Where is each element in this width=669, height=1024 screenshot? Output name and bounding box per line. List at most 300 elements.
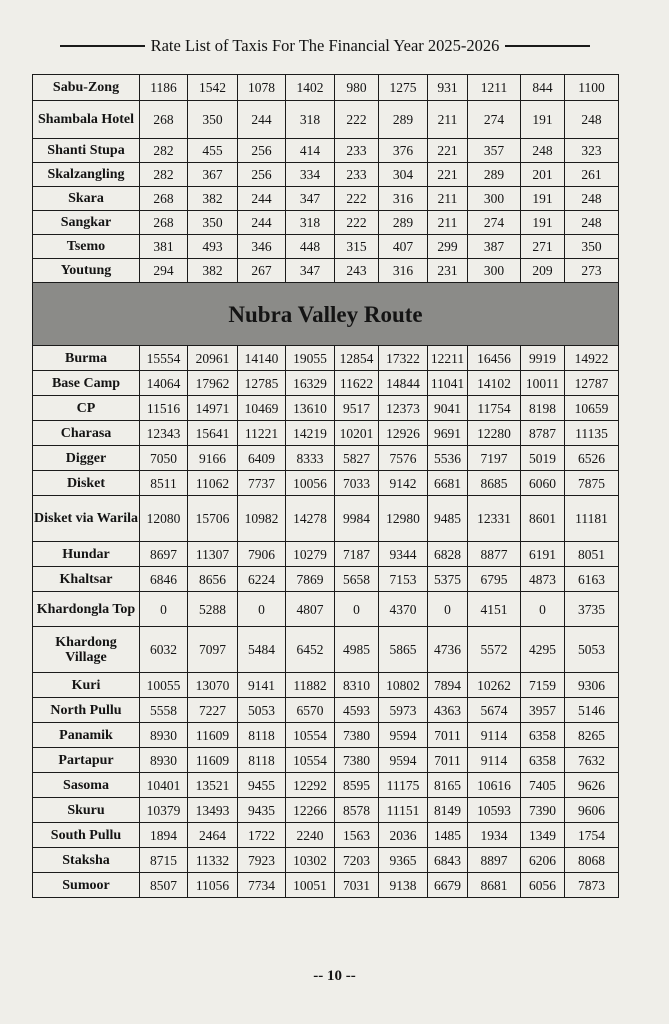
- rate-cell: 300: [468, 187, 521, 211]
- rate-cell: 9306: [565, 673, 619, 698]
- rate-cell: 9919: [521, 346, 565, 371]
- rate-cell: 6843: [428, 848, 468, 873]
- place-name-cell: Skuru: [33, 798, 140, 823]
- table-row: [33, 627, 619, 673]
- rate-cell: 19055: [286, 346, 335, 371]
- rate-cell: 14102: [468, 371, 521, 396]
- rate-cell: 334: [286, 163, 335, 187]
- rate-cell: 455: [188, 139, 238, 163]
- rate-cell: 7405: [521, 773, 565, 798]
- place-name-cell: Base Camp: [33, 371, 140, 396]
- rate-cell: 8265: [565, 723, 619, 748]
- rate-cell: 407: [379, 235, 428, 259]
- rate-cell: 14064: [140, 371, 188, 396]
- nubra-rows: [33, 346, 619, 898]
- rate-cell: 6358: [521, 748, 565, 773]
- rate-cell: 2240: [286, 823, 335, 848]
- rate-cell: 267: [238, 259, 286, 283]
- table-row: [33, 101, 619, 139]
- place-name-cell: Youtung: [33, 259, 140, 283]
- rate-cell: 11221: [238, 421, 286, 446]
- rate-table: [32, 74, 619, 898]
- rate-cell: 0: [140, 592, 188, 627]
- rate-cell: 10201: [335, 421, 379, 446]
- table-row: [33, 396, 619, 421]
- rate-cell: 7227: [188, 698, 238, 723]
- rate-cell: 1402: [286, 75, 335, 101]
- rate-cell: 11609: [188, 748, 238, 773]
- page-number: -- 10 --: [313, 968, 356, 984]
- place-name-cell: Khaltsar: [33, 567, 140, 592]
- rate-cell: 6163: [565, 567, 619, 592]
- rate-cell: 381: [140, 235, 188, 259]
- rate-cell: 8930: [140, 748, 188, 773]
- rate-cell: 9166: [188, 446, 238, 471]
- rate-cell: 289: [468, 163, 521, 187]
- place-name-cell: Sabu-Zong: [33, 75, 140, 101]
- table-row: [33, 723, 619, 748]
- rate-cell: 6570: [286, 698, 335, 723]
- rate-cell: 221: [428, 139, 468, 163]
- rate-cell: 231: [428, 259, 468, 283]
- rate-cell: 248: [565, 101, 619, 139]
- rate-cell: 2036: [379, 823, 428, 848]
- rate-cell: 14922: [565, 346, 619, 371]
- rate-cell: 1349: [521, 823, 565, 848]
- place-name-cell: Kuri: [33, 673, 140, 698]
- place-name-cell: Shambala Hotel: [33, 101, 140, 139]
- rate-cell: 9594: [379, 723, 428, 748]
- rate-cell: 8897: [468, 848, 521, 873]
- rate-cell: 273: [565, 259, 619, 283]
- rate-cell: 11181: [565, 496, 619, 542]
- rate-cell: 12373: [379, 396, 428, 421]
- rate-cell: 8877: [468, 542, 521, 567]
- rate-cell: 9138: [379, 873, 428, 898]
- rate-cell: 7011: [428, 748, 468, 773]
- rate-cell: 8578: [335, 798, 379, 823]
- rate-cell: 11609: [188, 723, 238, 748]
- rate-cell: 289: [379, 101, 428, 139]
- rate-cell: 6828: [428, 542, 468, 567]
- rate-cell: 9691: [428, 421, 468, 446]
- rate-cell: 1100: [565, 75, 619, 101]
- rate-cell: 256: [238, 139, 286, 163]
- rate-cell: 7050: [140, 446, 188, 471]
- rate-cell: 6206: [521, 848, 565, 873]
- rate-cell: 300: [468, 259, 521, 283]
- rate-cell: 8118: [238, 723, 286, 748]
- rate-cell: 222: [335, 211, 379, 235]
- rate-cell: 414: [286, 139, 335, 163]
- rate-cell: 8118: [238, 748, 286, 773]
- page-title: Rate List of Taxis For The Financial Year 2025-2026: [150, 36, 500, 55]
- table-row: [33, 823, 619, 848]
- rate-cell: 12292: [286, 773, 335, 798]
- place-name-cell: CP: [33, 396, 140, 421]
- rate-cell: 11516: [140, 396, 188, 421]
- table-row: [33, 346, 619, 371]
- rate-cell: 222: [335, 101, 379, 139]
- rate-cell: 271: [521, 235, 565, 259]
- rate-cell: 268: [140, 101, 188, 139]
- rate-cell: 7011: [428, 723, 468, 748]
- rate-cell: 7734: [238, 873, 286, 898]
- rate-cell: 382: [188, 187, 238, 211]
- rate-cell: 8656: [188, 567, 238, 592]
- table-row: [33, 446, 619, 471]
- rate-cell: 5375: [428, 567, 468, 592]
- rate-cell: 10051: [286, 873, 335, 898]
- rate-cell: 8165: [428, 773, 468, 798]
- rate-cell: 256: [238, 163, 286, 187]
- place-name-cell: Sasoma: [33, 773, 140, 798]
- rate-cell: 493: [188, 235, 238, 259]
- rate-cell: 1275: [379, 75, 428, 101]
- rate-cell: 9365: [379, 848, 428, 873]
- rate-cell: 222: [335, 187, 379, 211]
- rate-cell: 5572: [468, 627, 521, 673]
- rate-cell: 11062: [188, 471, 238, 496]
- rate-cell: 376: [379, 139, 428, 163]
- rate-cell: 7153: [379, 567, 428, 592]
- rate-cell: 2464: [188, 823, 238, 848]
- rate-cell: 1934: [468, 823, 521, 848]
- rate-cell: 6452: [286, 627, 335, 673]
- table-row: [33, 471, 619, 496]
- rate-cell: 8333: [286, 446, 335, 471]
- rate-cell: 7031: [335, 873, 379, 898]
- place-name-cell: North Pullu: [33, 698, 140, 723]
- rate-cell: 17962: [188, 371, 238, 396]
- table-row: [33, 75, 619, 101]
- rate-cell: 282: [140, 139, 188, 163]
- rate-cell: 1722: [238, 823, 286, 848]
- rate-cell: 12854: [335, 346, 379, 371]
- rate-cell: 9114: [468, 723, 521, 748]
- table-row: [33, 773, 619, 798]
- rate-cell: 10011: [521, 371, 565, 396]
- rate-cell: 274: [468, 211, 521, 235]
- rate-cell: 191: [521, 211, 565, 235]
- table-row: [33, 748, 619, 773]
- rate-cell: 294: [140, 259, 188, 283]
- place-name-cell: Disket via Warila: [33, 496, 140, 542]
- rate-cell: 346: [238, 235, 286, 259]
- rate-cell: 5558: [140, 698, 188, 723]
- rate-cell: 12331: [468, 496, 521, 542]
- rate-cell: 11056: [188, 873, 238, 898]
- rate-cell: 7576: [379, 446, 428, 471]
- rate-cell: 8198: [521, 396, 565, 421]
- rate-cell: 448: [286, 235, 335, 259]
- rate-cell: 261: [565, 163, 619, 187]
- rate-cell: 7632: [565, 748, 619, 773]
- rate-cell: 12266: [286, 798, 335, 823]
- rate-cell: 233: [335, 139, 379, 163]
- rate-cell: 5288: [188, 592, 238, 627]
- place-name-cell: Shanti Stupa: [33, 139, 140, 163]
- rate-cell: 9142: [379, 471, 428, 496]
- table-row: [33, 259, 619, 283]
- rate-cell: 5658: [335, 567, 379, 592]
- place-name-cell: South Pullu: [33, 823, 140, 848]
- rate-cell: 387: [468, 235, 521, 259]
- rate-cell: 10593: [468, 798, 521, 823]
- rate-cell: 9485: [428, 496, 468, 542]
- rate-cell: 15554: [140, 346, 188, 371]
- rate-cell: 367: [188, 163, 238, 187]
- rate-cell: 14278: [286, 496, 335, 542]
- rate-cell: 12280: [468, 421, 521, 446]
- rate-cell: 5674: [468, 698, 521, 723]
- rate-cell: 8685: [468, 471, 521, 496]
- rate-cell: 347: [286, 259, 335, 283]
- rate-cell: 10379: [140, 798, 188, 823]
- rate-cell: 243: [335, 259, 379, 283]
- rate-cell: 6526: [565, 446, 619, 471]
- rate-cell: 10056: [286, 471, 335, 496]
- table-row: [33, 235, 619, 259]
- rate-cell: 7873: [565, 873, 619, 898]
- rate-cell: 0: [521, 592, 565, 627]
- rate-cell: 1078: [238, 75, 286, 101]
- rate-cell: 6795: [468, 567, 521, 592]
- rate-cell: 382: [188, 259, 238, 283]
- top-rows: [33, 75, 619, 283]
- place-name-cell: Khardong Village: [33, 627, 140, 673]
- section-row: [33, 283, 619, 346]
- rate-cell: 244: [238, 187, 286, 211]
- rate-cell: 8787: [521, 421, 565, 446]
- rate-cell: 7380: [335, 748, 379, 773]
- rate-cell: 10279: [286, 542, 335, 567]
- rate-cell: 357: [468, 139, 521, 163]
- place-name-cell: Partapur: [33, 748, 140, 773]
- rate-cell: 10802: [379, 673, 428, 698]
- rate-cell: 8068: [565, 848, 619, 873]
- rate-cell: 7197: [468, 446, 521, 471]
- rate-cell: 12211: [428, 346, 468, 371]
- rate-cell: 268: [140, 211, 188, 235]
- rate-cell: 318: [286, 101, 335, 139]
- rate-cell: 1542: [188, 75, 238, 101]
- rate-cell: 244: [238, 101, 286, 139]
- rate-cell: 4151: [468, 592, 521, 627]
- rate-cell: 7906: [238, 542, 286, 567]
- rate-cell: 8697: [140, 542, 188, 567]
- rate-cell: 7159: [521, 673, 565, 698]
- rate-cell: 10401: [140, 773, 188, 798]
- rate-cell: 248: [565, 187, 619, 211]
- rate-cell: 12785: [238, 371, 286, 396]
- rate-cell: 7203: [335, 848, 379, 873]
- rate-cell: 844: [521, 75, 565, 101]
- rate-cell: 1485: [428, 823, 468, 848]
- rate-cell: 0: [238, 592, 286, 627]
- rate-cell: 5973: [379, 698, 428, 723]
- table-row: [33, 496, 619, 542]
- rate-cell: 7187: [335, 542, 379, 567]
- rate-cell: 7923: [238, 848, 286, 873]
- place-name-cell: Hundar: [33, 542, 140, 567]
- rate-cell: 248: [565, 211, 619, 235]
- rate-cell: 10616: [468, 773, 521, 798]
- rate-cell: 8507: [140, 873, 188, 898]
- rate-cell: 7097: [188, 627, 238, 673]
- rate-cell: 6032: [140, 627, 188, 673]
- rate-cell: 4985: [335, 627, 379, 673]
- rate-cell: 17322: [379, 346, 428, 371]
- rate-cell: 6681: [428, 471, 468, 496]
- rate-cell: 16329: [286, 371, 335, 396]
- rate-cell: 7894: [428, 673, 468, 698]
- rate-cell: 289: [379, 211, 428, 235]
- rate-cell: 7869: [286, 567, 335, 592]
- rate-cell: 4736: [428, 627, 468, 673]
- rate-cell: 7033: [335, 471, 379, 496]
- rate-cell: 12980: [379, 496, 428, 542]
- table-row: [33, 848, 619, 873]
- rate-cell: 7737: [238, 471, 286, 496]
- rate-cell: 315: [335, 235, 379, 259]
- table-row: [33, 567, 619, 592]
- rate-cell: 9594: [379, 748, 428, 773]
- section-title: Nubra Valley Route: [33, 283, 619, 346]
- rate-cell: 6679: [428, 873, 468, 898]
- rate-cell: 9984: [335, 496, 379, 542]
- rate-cell: 350: [188, 101, 238, 139]
- rate-cell: 11135: [565, 421, 619, 446]
- rate-cell: 347: [286, 187, 335, 211]
- rate-cell: 191: [521, 187, 565, 211]
- rate-cell: 10262: [468, 673, 521, 698]
- rate-cell: 248: [521, 139, 565, 163]
- place-name-cell: Skara: [33, 187, 140, 211]
- rate-cell: 1211: [468, 75, 521, 101]
- rate-cell: 7875: [565, 471, 619, 496]
- rate-cell: 12926: [379, 421, 428, 446]
- rate-cell: 9455: [238, 773, 286, 798]
- table-row: [33, 211, 619, 235]
- rate-cell: 274: [468, 101, 521, 139]
- rate-cell: 9114: [468, 748, 521, 773]
- rate-cell: 11307: [188, 542, 238, 567]
- rate-cell: 11151: [379, 798, 428, 823]
- page-header: [60, 34, 590, 58]
- rate-cell: 1186: [140, 75, 188, 101]
- table-row: [33, 798, 619, 823]
- rate-cell: 10982: [238, 496, 286, 542]
- table-row: [33, 873, 619, 898]
- rate-cell: 9517: [335, 396, 379, 421]
- table-row: [33, 139, 619, 163]
- rate-cell: 4370: [379, 592, 428, 627]
- rate-cell: 211: [428, 101, 468, 139]
- rate-cell: 209: [521, 259, 565, 283]
- rate-cell: 4807: [286, 592, 335, 627]
- rate-cell: 13610: [286, 396, 335, 421]
- rate-cell: 282: [140, 163, 188, 187]
- rate-cell: 10302: [286, 848, 335, 873]
- table-row: [33, 542, 619, 567]
- rate-cell: 8595: [335, 773, 379, 798]
- rate-cell: 9606: [565, 798, 619, 823]
- rate-cell: 5146: [565, 698, 619, 723]
- rate-cell: 11041: [428, 371, 468, 396]
- rate-cell: 11882: [286, 673, 335, 698]
- rate-cell: 6191: [521, 542, 565, 567]
- rate-cell: 6358: [521, 723, 565, 748]
- table-row: [33, 371, 619, 396]
- rate-cell: 13521: [188, 773, 238, 798]
- rate-cell: 931: [428, 75, 468, 101]
- rate-cell: 13070: [188, 673, 238, 698]
- rate-cell: 980: [335, 75, 379, 101]
- rate-cell: 323: [565, 139, 619, 163]
- rate-cell: 211: [428, 211, 468, 235]
- rate-cell: 1894: [140, 823, 188, 848]
- rate-cell: 8511: [140, 471, 188, 496]
- rate-cell: 6224: [238, 567, 286, 592]
- rate-cell: 5536: [428, 446, 468, 471]
- header-rule-left: [60, 45, 145, 47]
- rate-cell: 4295: [521, 627, 565, 673]
- rate-cell: 211: [428, 187, 468, 211]
- rate-cell: 16456: [468, 346, 521, 371]
- rate-cell: 244: [238, 211, 286, 235]
- place-name-cell: Charasa: [33, 421, 140, 446]
- rate-cell: 5053: [238, 698, 286, 723]
- rate-cell: 15706: [188, 496, 238, 542]
- rate-cell: 7390: [521, 798, 565, 823]
- rate-cell: 318: [286, 211, 335, 235]
- rate-cell: 8310: [335, 673, 379, 698]
- rate-cell: 4593: [335, 698, 379, 723]
- place-name-cell: Skalzangling: [33, 163, 140, 187]
- rate-cell: 304: [379, 163, 428, 187]
- place-name-cell: Staksha: [33, 848, 140, 873]
- header-rule-right: [505, 45, 590, 47]
- rate-cell: 5053: [565, 627, 619, 673]
- table-row: [33, 163, 619, 187]
- rate-cell: 5865: [379, 627, 428, 673]
- rate-cell: 8051: [565, 542, 619, 567]
- rate-cell: 5827: [335, 446, 379, 471]
- rate-cell: 12343: [140, 421, 188, 446]
- rate-cell: 3735: [565, 592, 619, 627]
- rate-cell: 14971: [188, 396, 238, 421]
- rate-cell: 201: [521, 163, 565, 187]
- rate-cell: 8930: [140, 723, 188, 748]
- place-name-cell: Burma: [33, 346, 140, 371]
- place-name-cell: Tsemo: [33, 235, 140, 259]
- rate-cell: 268: [140, 187, 188, 211]
- rate-cell: 11622: [335, 371, 379, 396]
- rate-cell: 221: [428, 163, 468, 187]
- table-row: [33, 698, 619, 723]
- rate-cell: 12080: [140, 496, 188, 542]
- rate-cell: 316: [379, 259, 428, 283]
- rate-cell: 14219: [286, 421, 335, 446]
- rate-cell: 10554: [286, 748, 335, 773]
- rate-cell: 11175: [379, 773, 428, 798]
- rate-cell: 3957: [521, 698, 565, 723]
- rate-cell: 11754: [468, 396, 521, 421]
- table-row: [33, 673, 619, 698]
- rate-cell: 6846: [140, 567, 188, 592]
- rate-cell: 9041: [428, 396, 468, 421]
